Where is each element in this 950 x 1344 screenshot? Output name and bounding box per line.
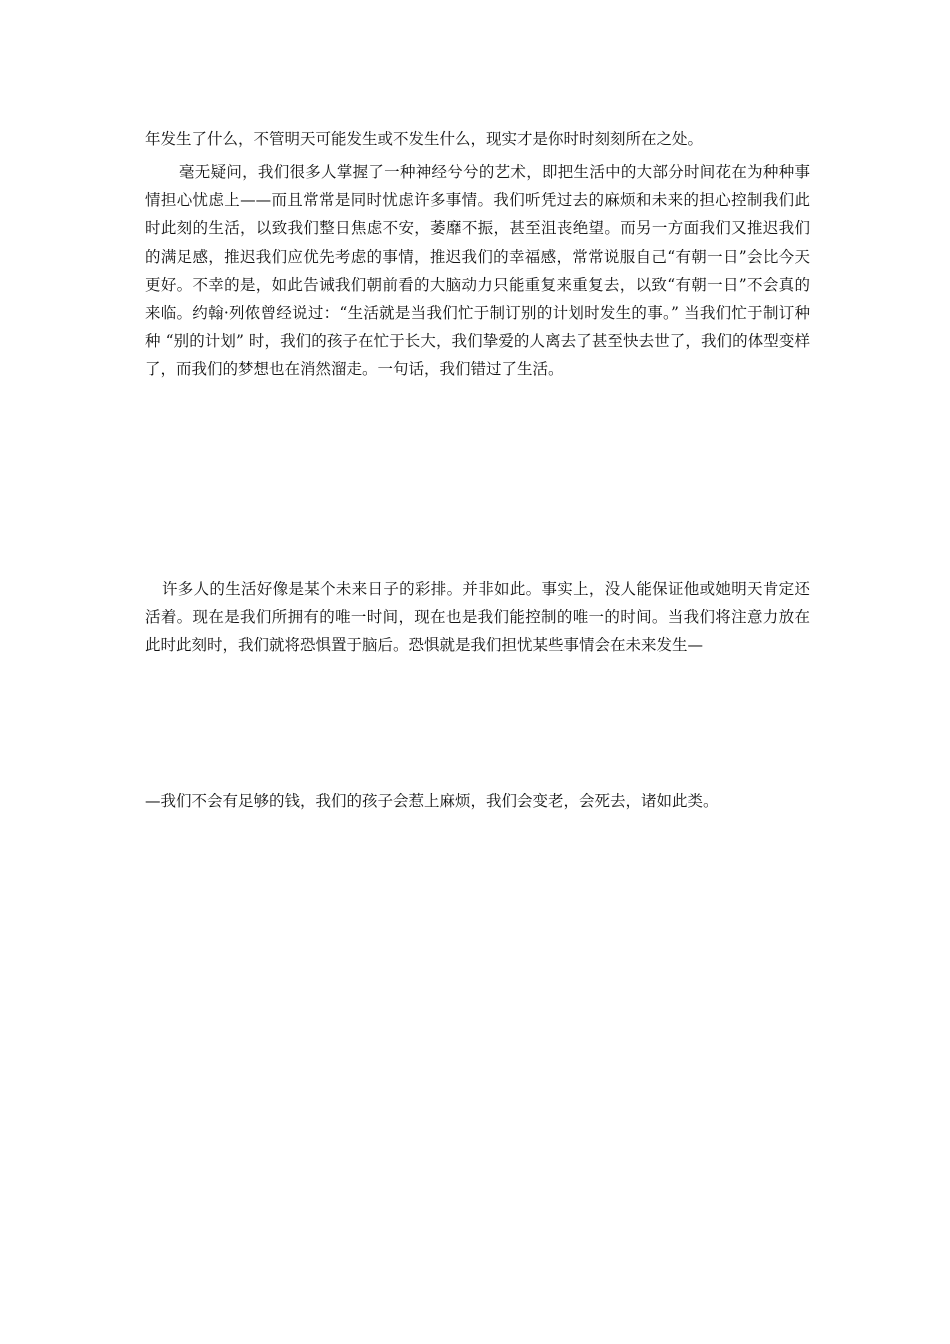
paragraph-1: 年发生了什么，不管明天可能发生或不发生什么，现实才是你时时刻刻所在之处。 xyxy=(145,130,704,148)
paragraph-4: —我们不会有足够的钱，我们的孩子会惹上麻烦，我们会变老，会死去，诸如此类。 xyxy=(145,792,719,810)
paragraph-2: 毫无疑问，我们很多人掌握了一种神经兮兮的艺术，即把生活中的大部分时间花在为种种事情担心忧虑上——而且常常是同时忧虑许多事情。我们听凭过去的麻烦和未来的担心控制我们此时此刻的生活，以致我们整日焦虑不安，萎靡不振，甚至沮丧绝望。而另一方面我们又推迟我们的满足感，推迟我们应优先考虑的事情，推迟我们的幸福感，常常说服自己“有朝一日”会比今天更好。不幸的是，如此告诫我们朝前看的大脑动力只能重复来重复去，以致“有朝一日”不会真的来临。约翰·列侬曾经说过：“生活就是当我们忙于制订别的计划时发生的事。” 当我们忙于制订种种 “别的计划” 时，我们的孩子在忙于长大，我们挚爱的人离去了甚至快去世了，我们的体型变样了，而我们的梦想也在消然溜走。一句话，我们错过了生活。 xyxy=(145,163,810,379)
paragraph-3: 许多人的生活好像是某个未来日子的彩排。并非如此。事实上，没人能保证他或她明天肯定还活着。现在是我们所拥有的唯一时间，现在也是我们能控制的唯一的时间。当我们将注意力放在此时此刻时，我们就将恐惧置于脑后。恐惧就是我们担忧某些事情会在未来发生— xyxy=(145,580,810,655)
